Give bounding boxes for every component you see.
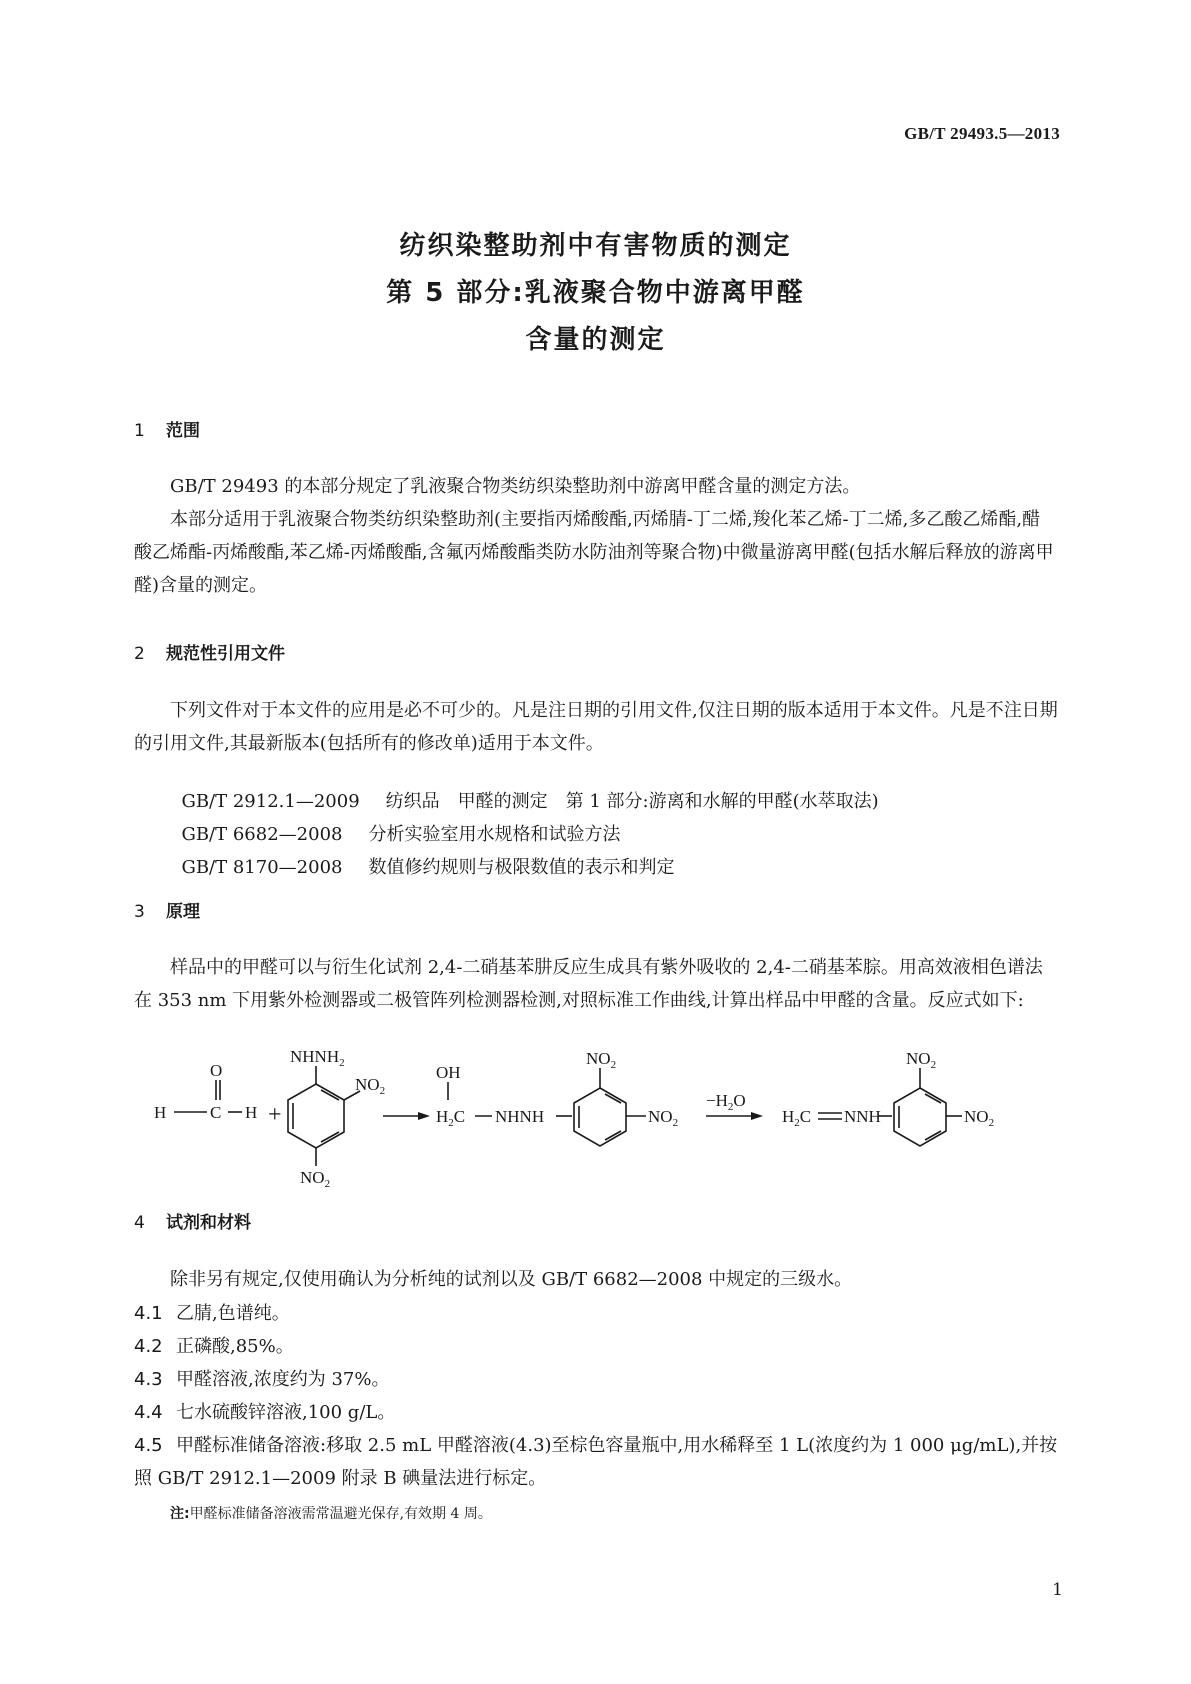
plus-sign: + — [268, 1102, 282, 1128]
item-text: 正磷酸,85%。 — [176, 1336, 294, 1357]
item-number: 4.2 — [134, 1336, 163, 1357]
list-item — [134, 1363, 1058, 1396]
section-title: 原理 — [166, 902, 200, 922]
document-title-line-1: 纺织染整助剂中有害物质的测定 — [399, 231, 792, 261]
intermediate-hydroxyl-label: OH — [436, 1063, 461, 1082]
standard-code: GB/T 29493.5—2013 — [904, 124, 1060, 143]
reference-title: 分析实验室用水规格和试验方法 — [368, 824, 621, 845]
item-number: 4.4 — [134, 1402, 163, 1423]
section-3-paragraph-1: 样品中的甲醛可以与衍生化试剂 2,4-二硝基苯肼反应生成具有紫外吸收的 2,4-二硝基苯腙。用高效液相色谱法在 353 nm 下用紫外检测器或二极管阵列检测器检测,对照标准工作曲线,计算出样品中甲醛的含量。反应式如下: — [134, 957, 1043, 1011]
page-number: 1 — [1052, 1580, 1063, 1600]
formaldehyde-carbon-label: C — [210, 1103, 222, 1122]
section-1-paragraph-1: GB/T 29493 的本部分规定了乳液聚合物类纺织染整助剂中游离甲醛含量的测定方法。 — [170, 476, 861, 497]
product-h2c-label: $H_2C$ — [782, 1107, 812, 1129]
reference-title: 纺织品 甲醛的测定 第 1 部分:游离和水解的甲醛(水萃取法) — [385, 791, 879, 812]
reaction-scheme — [150, 1048, 1050, 1198]
item-text: 乙腈,色谱纯。 — [176, 1303, 290, 1324]
intermediate-nhnh-label: NHNH — [495, 1107, 545, 1126]
section-1-paragraph-2: 本部分适用于乳液聚合物类纺织染整助剂(主要指丙烯酸酯,丙烯腈-丁二烯,羧化苯乙烯-丁二烯,多乙酸乙烯酯,醋酸乙烯酯-丙烯酸酯,苯乙烯-丙烯酸酯,含氟丙烯酸酯类防水防油剂等聚合物)中微量游离甲醛(包括水解后释放的游离甲醛)含量的测定。 — [134, 509, 1054, 596]
section-number: 4 — [134, 1213, 145, 1233]
list-item — [134, 1396, 1058, 1429]
item-text: 七水硫酸锌溶液,100 g/L。 — [176, 1402, 396, 1423]
product-nnh-label: NNH — [844, 1107, 881, 1126]
list-item — [134, 1429, 1058, 1495]
reference-title: 数值修约规则与极限数值的表示和判定 — [368, 857, 675, 878]
formaldehyde-h-right-label: H — [245, 1103, 258, 1122]
section-3-heading — [134, 897, 200, 922]
elimination-label: $-H_2O$ — [706, 1091, 746, 1113]
section-title: 试剂和材料 — [166, 1213, 251, 1233]
section-title: 规范性引用文件 — [166, 644, 285, 664]
document-title-line-3: 含量的测定 — [525, 325, 666, 355]
section-4-heading — [134, 1208, 251, 1233]
reference-item — [170, 832, 674, 879]
section-number: 1 — [134, 421, 145, 441]
intermediate-h2c-label: $H_2C$ — [436, 1107, 466, 1129]
reference-code: GB/T 8170—2008 — [181, 857, 343, 878]
reagent-nitro-side-label: $NO_2$ — [355, 1075, 386, 1097]
formaldehyde-oxygen-label: O — [210, 1061, 223, 1080]
document-title-line-2: 第 5 部分:乳液聚合物中游离甲醛 — [386, 278, 805, 308]
reference-code: GB/T 6682—2008 — [181, 824, 343, 845]
item-text: 甲醛溶液,浓度约为 37%。 — [176, 1369, 390, 1390]
section-4-paragraph-1: 除非另有规定,仅使用确认为分析纯的试剂以及 GB/T 6682—2008 中规定的三级水。 — [170, 1269, 853, 1290]
reagent-nitro-bottom-label: $NO_2$ — [300, 1168, 331, 1190]
reference-code: GB/T 2912.1—2009 — [181, 791, 360, 812]
list-item — [134, 1330, 1058, 1363]
item-number: 4.3 — [134, 1369, 163, 1390]
note-text: 甲醛标准储备溶液需常温避光保存,有效期 4 周。 — [189, 1506, 492, 1522]
intermediate-nitro-top-label: $NO_2$ — [586, 1049, 617, 1071]
formaldehyde-h-left-label: H — [154, 1103, 167, 1122]
section-2-heading — [134, 639, 285, 664]
item-number: 4.1 — [134, 1303, 163, 1324]
section-1-heading — [134, 416, 200, 441]
list-item — [134, 1297, 1058, 1330]
intermediate-nitro-right-label: $NO_2$ — [648, 1107, 679, 1129]
product-nitro-right-label: $NO_2$ — [964, 1107, 995, 1129]
section-2-paragraph-1: 下列文件对于本文件的应用是必不可少的。凡是注日期的引用文件,仅注日期的版本适用于本文件。凡是不注日期的引用文件,其最新版本(包括所有的修改单)适用于本文件。 — [134, 700, 1058, 754]
item-number: 4.5 — [134, 1435, 163, 1456]
item-text: 甲醛标准储备溶液:移取 2.5 mL 甲醛溶液(4.3)至棕色容量瓶中,用水稀释至 1 L(浓度约为 1 000 μg/mL),并按照 GB/T 2912.1—2009 附录 B 碘量法进行标定。 — [134, 1435, 1058, 1489]
section-title: 范围 — [166, 421, 200, 441]
reagent-hydrazine-label: $NHNH_2$ — [290, 1048, 345, 1069]
section-number: 3 — [134, 902, 145, 922]
product-nitro-top-label: $NO_2$ — [906, 1049, 937, 1071]
section-number: 2 — [134, 644, 145, 664]
note-label: 注: — [170, 1506, 190, 1522]
note — [170, 1503, 492, 1523]
